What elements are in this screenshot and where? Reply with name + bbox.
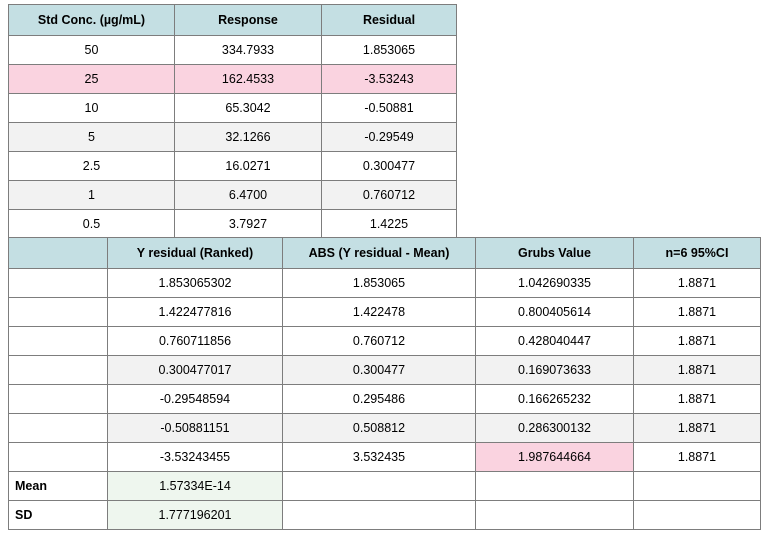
cell-response: 65.3042 <box>175 94 322 123</box>
cell-std-conc: 2.5 <box>9 152 175 181</box>
cell-row-label <box>9 269 108 298</box>
cell-residual: 0.760712 <box>322 181 457 210</box>
cell-residual: 1.4225 <box>322 210 457 239</box>
cell-ci: 1.8871 <box>634 327 761 356</box>
cell-y-residual-ranked: -0.29548594 <box>108 385 283 414</box>
table-row <box>9 123 457 152</box>
table-row <box>9 327 761 356</box>
cell-stat-label: SD <box>9 501 108 530</box>
cell-abs-residual-mean: 0.300477 <box>283 356 476 385</box>
cell-std-conc: 25 <box>9 65 175 94</box>
cell-y-residual-ranked: 0.300477017 <box>108 356 283 385</box>
cell-stat-value: 1.777196201 <box>108 501 283 530</box>
cell-response: 16.0271 <box>175 152 322 181</box>
cell-response: 32.1266 <box>175 123 322 152</box>
cell-ci: 1.8871 <box>634 298 761 327</box>
cell-row-label <box>9 356 108 385</box>
cell-residual: -0.29549 <box>322 123 457 152</box>
cell-std-conc: 5 <box>9 123 175 152</box>
cell-y-residual-ranked: 1.422477816 <box>108 298 283 327</box>
column-header-residual: Residual <box>322 5 457 36</box>
cell-std-conc: 10 <box>9 94 175 123</box>
cell-std-conc: 50 <box>9 36 175 65</box>
table2-body <box>9 269 761 530</box>
table-row <box>9 152 457 181</box>
cell-grubs-value: 0.169073633 <box>476 356 634 385</box>
cell-row-label <box>9 385 108 414</box>
column-header-y-residual-ranked: Y residual (Ranked) <box>108 238 283 269</box>
grubbs-test-table <box>8 237 761 530</box>
cell-grubs-value: 0.428040447 <box>476 327 634 356</box>
table-row <box>9 385 761 414</box>
cell-y-residual-ranked: -3.53243455 <box>108 443 283 472</box>
cell-abs-residual-mean: 0.295486 <box>283 385 476 414</box>
cell-empty <box>476 472 634 501</box>
cell-empty <box>634 472 761 501</box>
cell-residual: 1.853065 <box>322 36 457 65</box>
cell-abs-residual-mean: 1.422478 <box>283 298 476 327</box>
cell-grubs-value: 1.042690335 <box>476 269 634 298</box>
column-header-abs-residual-mean: ABS (Y residual - Mean) <box>283 238 476 269</box>
table-row <box>9 443 761 472</box>
cell-abs-residual-mean: 0.760712 <box>283 327 476 356</box>
cell-response: 162.4533 <box>175 65 322 94</box>
cell-row-label <box>9 327 108 356</box>
cell-y-residual-ranked: 1.853065302 <box>108 269 283 298</box>
standard-curve-residuals-table <box>8 4 457 239</box>
cell-row-label <box>9 414 108 443</box>
table-row <box>9 210 457 239</box>
column-header-ci: n=6 95%CI <box>634 238 761 269</box>
cell-empty <box>283 501 476 530</box>
table2-header-row <box>9 238 761 269</box>
cell-grubs-value: 0.800405614 <box>476 298 634 327</box>
cell-row-label <box>9 298 108 327</box>
column-header-grubs-value: Grubs Value <box>476 238 634 269</box>
table-row <box>9 36 457 65</box>
cell-residual: -0.50881 <box>322 94 457 123</box>
column-header-std-conc: Std Conc. (µg/mL) <box>9 5 175 36</box>
cell-ci: 1.8871 <box>634 414 761 443</box>
cell-empty <box>476 501 634 530</box>
cell-response: 334.7933 <box>175 36 322 65</box>
cell-y-residual-ranked: 0.760711856 <box>108 327 283 356</box>
column-header-blank <box>9 238 108 269</box>
cell-abs-residual-mean: 0.508812 <box>283 414 476 443</box>
cell-empty <box>634 501 761 530</box>
cell-std-conc: 0.5 <box>9 210 175 239</box>
table-row <box>9 298 761 327</box>
stats-row <box>9 501 761 530</box>
cell-stat-value: 1.57334E-14 <box>108 472 283 501</box>
stats-row <box>9 472 761 501</box>
cell-response: 6.4700 <box>175 181 322 210</box>
cell-residual: -3.53243 <box>322 65 457 94</box>
cell-ci: 1.8871 <box>634 385 761 414</box>
table1-header-row <box>9 5 457 36</box>
cell-row-label <box>9 443 108 472</box>
cell-ci: 1.8871 <box>634 269 761 298</box>
cell-grubs-value: 0.166265232 <box>476 385 634 414</box>
cell-std-conc: 1 <box>9 181 175 210</box>
table-row <box>9 65 457 94</box>
cell-grubs-value: 1.987644664 <box>476 443 634 472</box>
table-row <box>9 356 761 385</box>
table1-body <box>9 36 457 239</box>
cell-grubs-value: 0.286300132 <box>476 414 634 443</box>
cell-response: 3.7927 <box>175 210 322 239</box>
cell-empty <box>283 472 476 501</box>
table-row <box>9 414 761 443</box>
cell-stat-label: Mean <box>9 472 108 501</box>
column-header-response: Response <box>175 5 322 36</box>
table-row <box>9 94 457 123</box>
cell-ci: 1.8871 <box>634 356 761 385</box>
cell-abs-residual-mean: 1.853065 <box>283 269 476 298</box>
cell-y-residual-ranked: -0.50881151 <box>108 414 283 443</box>
cell-residual: 0.300477 <box>322 152 457 181</box>
table-row <box>9 181 457 210</box>
cell-abs-residual-mean: 3.532435 <box>283 443 476 472</box>
cell-ci: 1.8871 <box>634 443 761 472</box>
table-row <box>9 269 761 298</box>
